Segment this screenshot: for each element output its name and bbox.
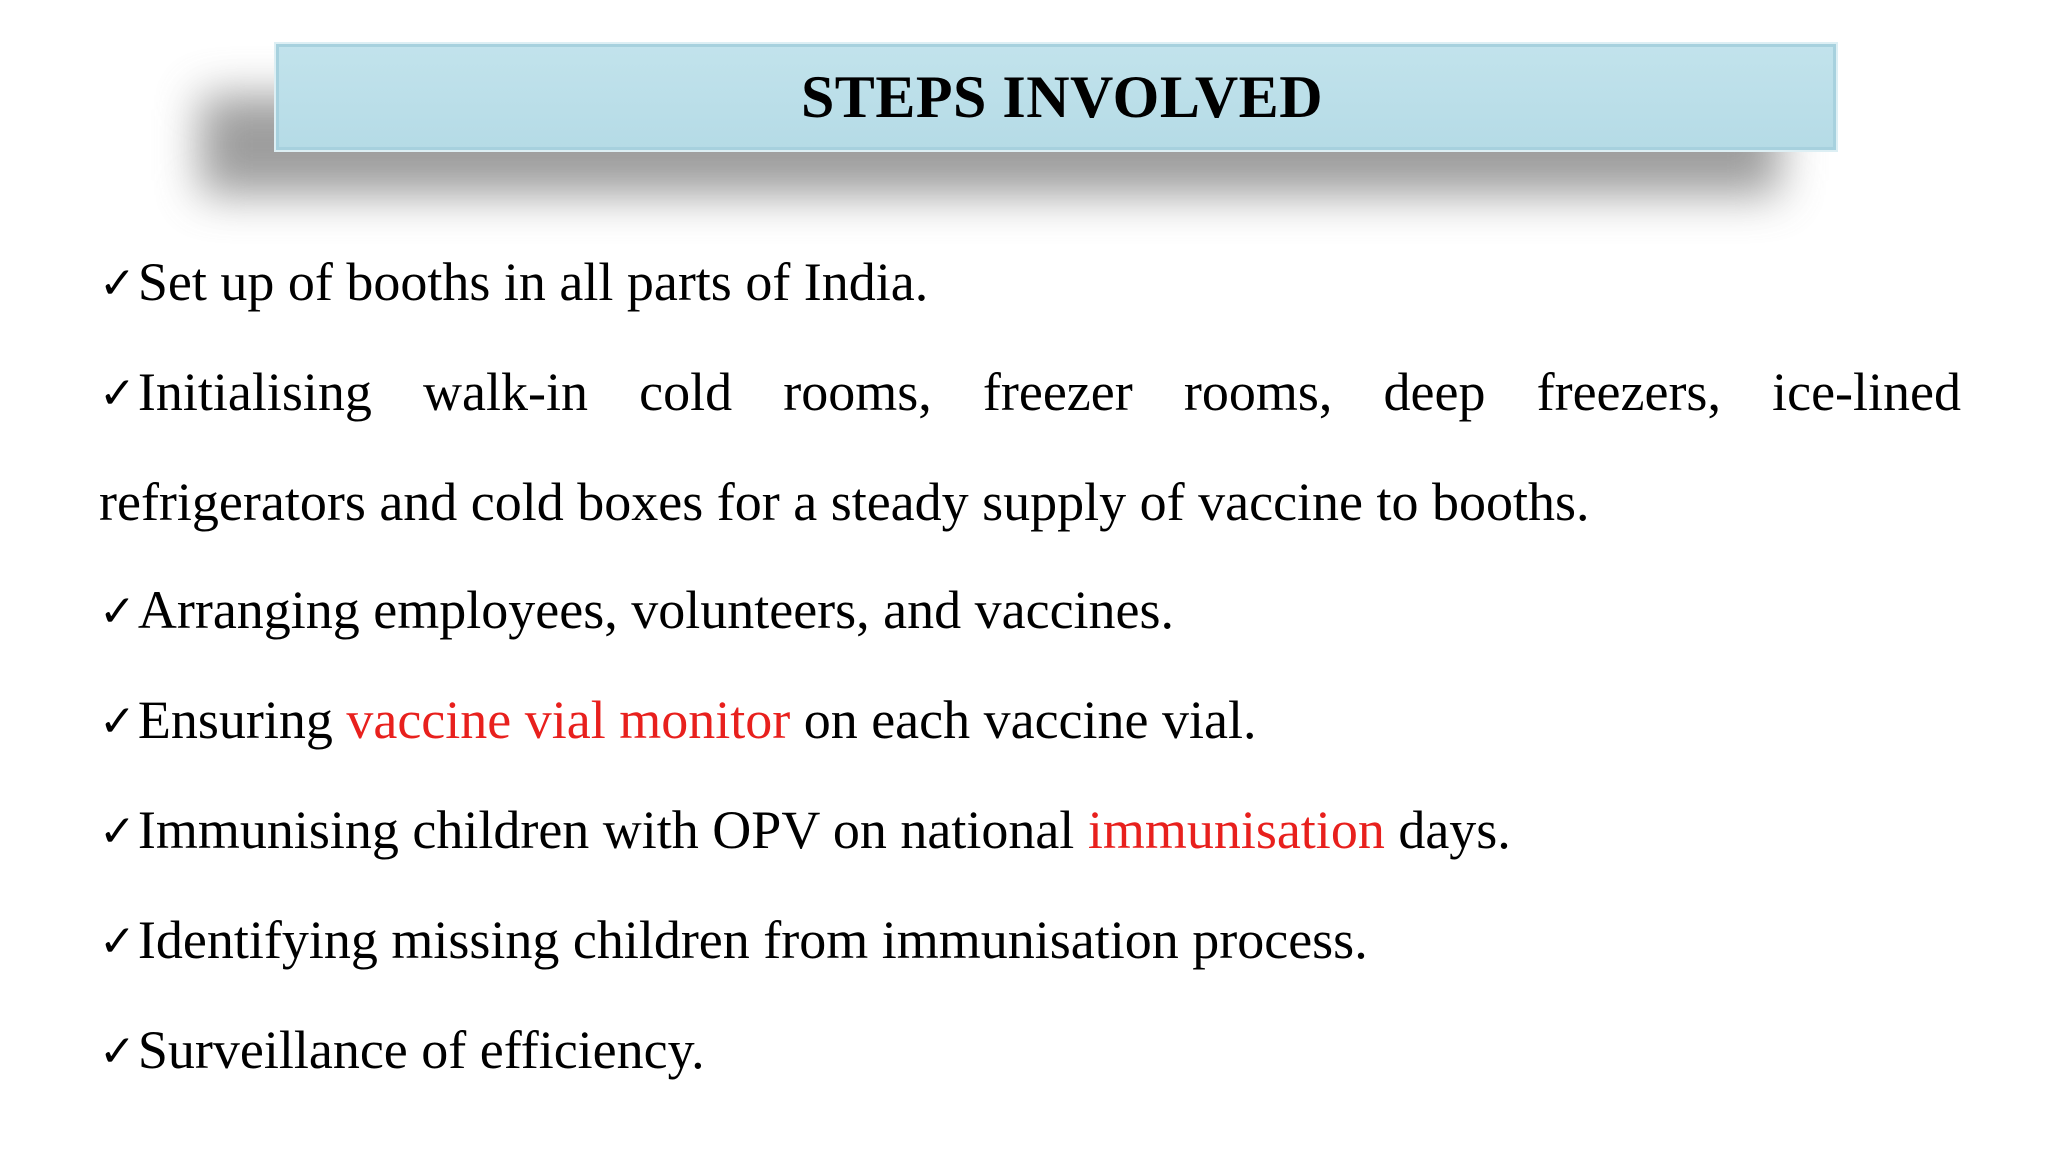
bullet-text: Ensuring xyxy=(137,690,347,750)
highlighted-term: vaccine vial monitor xyxy=(346,690,791,750)
title-banner xyxy=(274,42,1838,152)
bullet-text: Surveillance of efficiency. xyxy=(137,1020,705,1080)
highlighted-term: immunisation xyxy=(1087,800,1385,860)
checkmark-icon: ✓ xyxy=(99,696,136,747)
bullet-text: Identifying missing children from immunisation process. xyxy=(137,910,1368,970)
checkmark-icon: ✓ xyxy=(99,1026,136,1077)
bullet-item-4 xyxy=(99,666,1961,776)
bullet-item-3 xyxy=(99,556,1961,666)
checkmark-icon: ✓ xyxy=(99,368,136,419)
bullet-text: refrigerators and cold boxes for a steady supply of vaccine to booths. xyxy=(99,472,1590,532)
checkmark-icon: ✓ xyxy=(99,916,136,967)
bullet-text: on each vaccine vial. xyxy=(790,690,1257,750)
bullet-item-2-continuation xyxy=(99,448,1961,556)
bullet-text: Set up of booths in all parts of India. xyxy=(137,252,929,312)
bullet-text: Immunising children with OPV on national xyxy=(137,800,1088,860)
bullet-item-6 xyxy=(99,886,1961,996)
bullet-item-2 xyxy=(99,338,1961,448)
bullet-text: Arranging employees, volunteers, and vaccines. xyxy=(137,580,1175,640)
checkmark-icon: ✓ xyxy=(99,586,136,637)
bullet-text: Initialising walk-in cold rooms, freezer rooms, deep freezers, ice-lined xyxy=(137,362,1961,422)
checkmark-icon: ✓ xyxy=(99,806,136,857)
bullet-item-7 xyxy=(99,996,1961,1106)
checkmark-icon: ✓ xyxy=(99,258,136,309)
slide-title: STEPS INVOLVED xyxy=(800,63,1324,130)
bullet-item-1 xyxy=(99,228,1961,338)
bullet-text: days. xyxy=(1384,800,1511,860)
bullet-item-5 xyxy=(99,776,1961,886)
bullet-list xyxy=(99,228,1961,1106)
